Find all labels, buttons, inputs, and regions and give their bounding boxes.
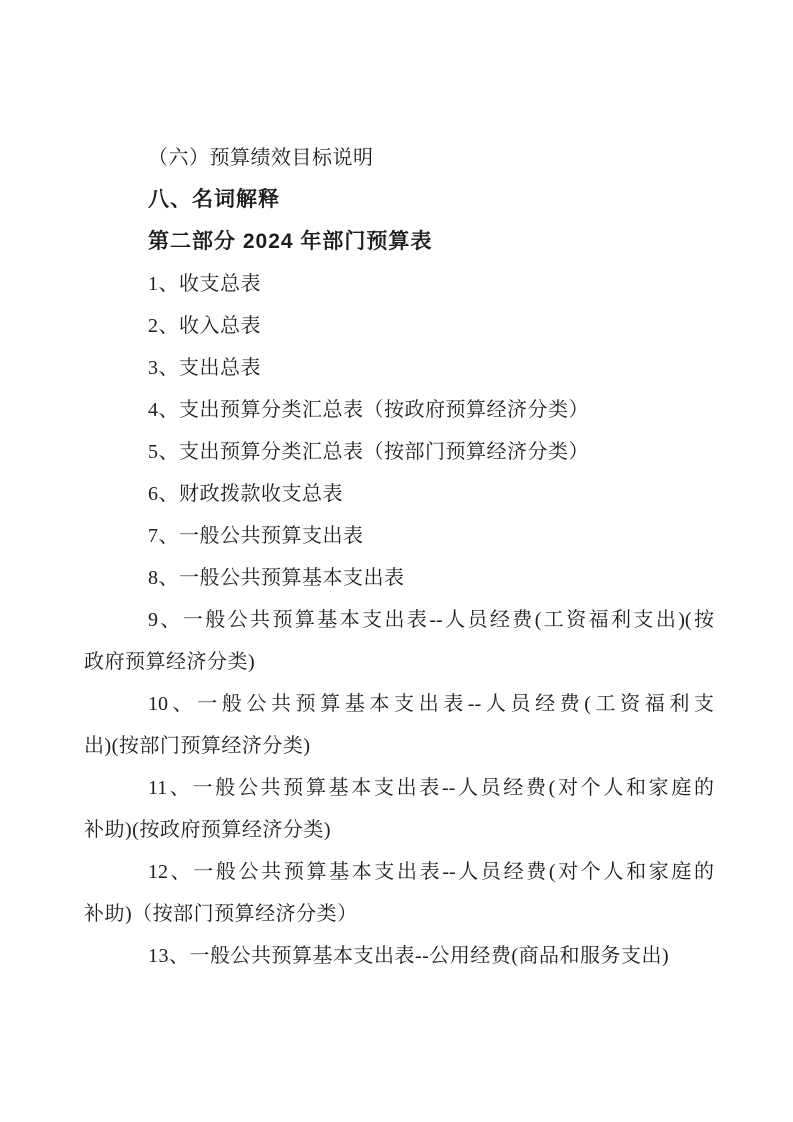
- toc-item-7: 7、一般公共预算支出表: [148, 525, 364, 547]
- toc-item-9-continuation: 政府预算经济分类): [84, 651, 256, 673]
- toc-item-12: 12、一般公共预算基本支出表--人员经费(对个人和家庭的: [148, 861, 714, 883]
- toc-item-11-continuation: 补助)(按政府预算经济分类): [84, 819, 331, 841]
- heading-glossary: 八、名词解释: [148, 188, 280, 211]
- toc-item-12-continuation: 补助)（按部门预算经济分类）: [84, 903, 358, 925]
- toc-item-13: 13、一般公共预算基本支出表--公用经费(商品和服务支出): [148, 945, 670, 967]
- toc-item-10: 10、一般公共预算基本支出表--人员经费(工资福利支: [148, 693, 714, 715]
- toc-item-3: 3、支出总表: [148, 357, 261, 379]
- toc-item-9: 9、一般公共预算基本支出表--人员经费(工资福利支出)(按: [148, 609, 714, 631]
- toc-item-10-continuation: 出)(按部门预算经济分类): [84, 735, 311, 757]
- document-body: [84, 137, 714, 977]
- toc-list: [84, 263, 714, 977]
- toc-entry-budget-performance: （六）预算绩效目标说明: [148, 147, 374, 169]
- toc-item-5: 5、支出预算分类汇总表（按部门预算经济分类）: [148, 441, 589, 463]
- toc-item-1: 1、收支总表: [148, 273, 261, 295]
- toc-item-4: 4、支出预算分类汇总表（按政府预算经济分类）: [148, 399, 589, 421]
- toc-item-2: 2、收入总表: [148, 315, 261, 337]
- toc-item-8: 8、一般公共预算基本支出表: [148, 567, 405, 589]
- toc-item-11: 11、一般公共预算基本支出表--人员经费(对个人和家庭的: [148, 777, 714, 799]
- heading-part2-budget-tables: 第二部分 2024 年部门预算表: [148, 230, 433, 253]
- toc-item-6: 6、财政拨款收支总表: [148, 483, 343, 505]
